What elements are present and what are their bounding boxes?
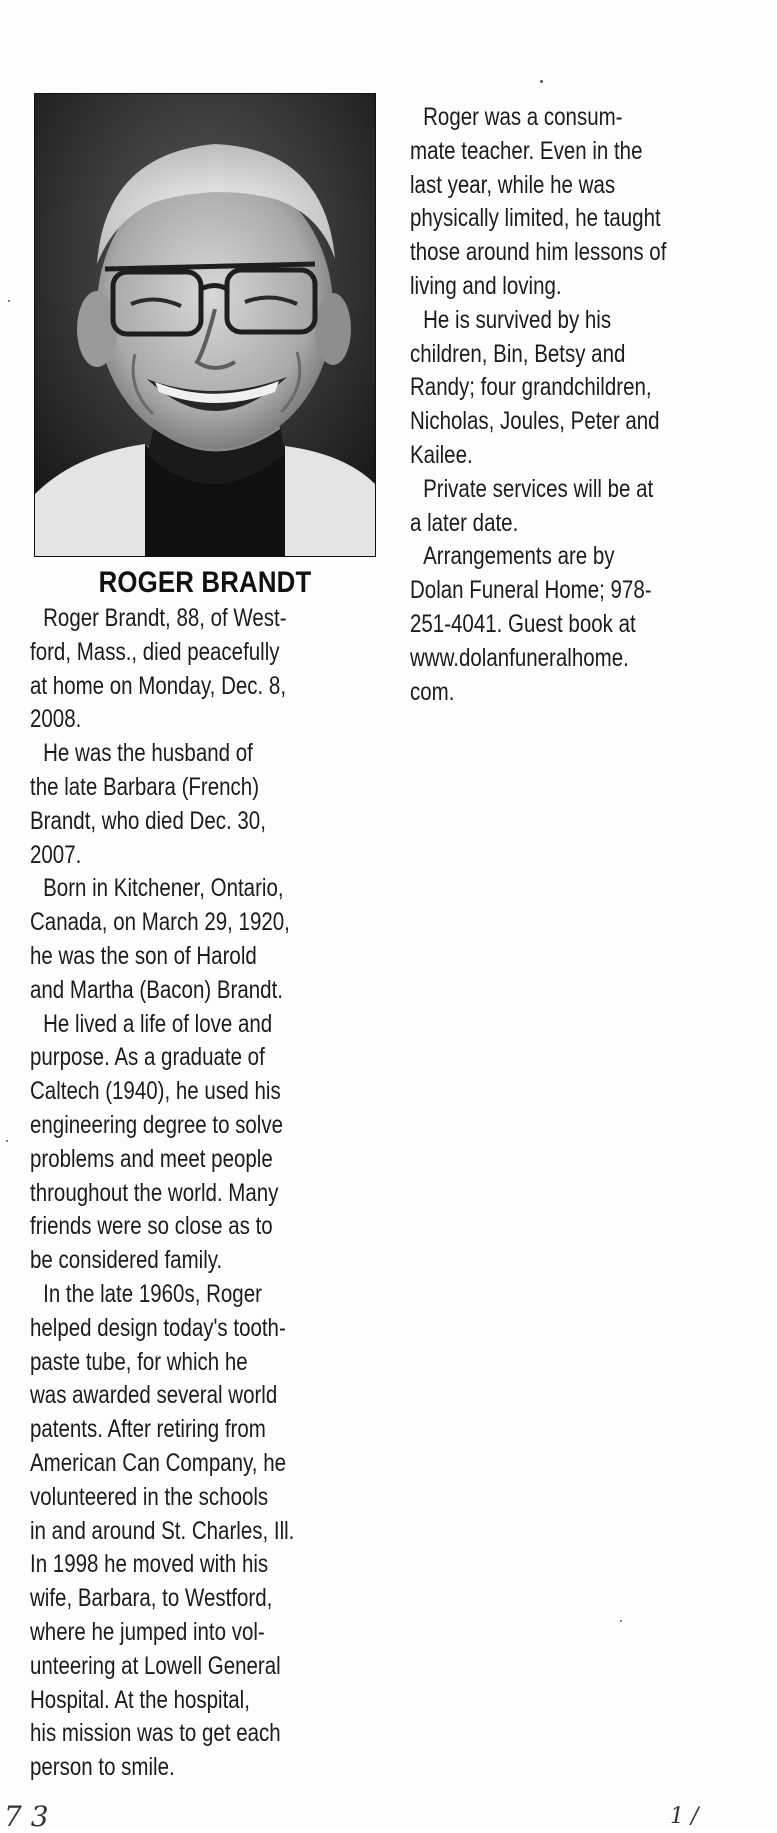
obituary-paragraph: Private services will be at a later date. [410,474,654,537]
scan-speck [540,80,543,83]
portrait-photo [34,93,376,557]
handwritten-mark-bottom-left: 7 3 [4,1800,49,1833]
obituary-paragraph: In the late 1960s, Roger helped design today's tooth- paste tube, for which he was awarded several world patents. After retiring from American Can Company, he volunteered in the schools in and around St. Charles, Ill. In 1998 he moved with his wife, Barbara, to Westford, where he jumped into vol- unteering at Lowell General Hospital. At the hospital, his mission was to get each person to smile. [30,1279,295,1782]
scan-speck [620,1620,622,1622]
obituary-paragraph: Arrangements are by Dolan Funeral Home; 978- 251-4041. Guest book at www.dolanfuneralhome. com. [410,542,652,706]
obituary-paragraph: Roger Brandt, 88, of West- ford, Mass., died peacefully at home on Monday, Dec. 8, 2008. [30,604,287,734]
obituary-paragraph: Born in Kitchener, Ontario, Canada, on March 29, 1920, he was the son of Harold and Martha (Bacon) Brandt. [30,874,290,1004]
obituary-name-heading: ROGER BRANDT [98,566,312,599]
obituary-paragraph: He was the husband of the late Barbara (French) Brandt, who died Dec. 30, 2007. [30,739,266,869]
obituary-right-column [410,101,763,709]
obituary-left-column [30,602,374,1785]
scan-speck [6,1140,8,1142]
scan-speck [8,300,10,302]
handwritten-mark-bottom-right: 1 / [670,1804,699,1829]
obituary-paragraph: He is survived by his children, Bin, Betsy and Randy; four grandchildren, Nicholas, Joules, Peter and Kailee. [410,305,660,469]
obituary-paragraph: Roger was a consum- mate teacher. Even in the last year, while he was physically limited, he taught those around him lessons of living and loving. [410,103,667,300]
obituary-paragraph: He lived a life of love and purpose. As a graduate of Caltech (1940), he used his engineering degree to solve problems and meet people throughout the world. Many friends were so close as to be considered family. [30,1009,284,1275]
portrait-illustration [35,94,375,556]
